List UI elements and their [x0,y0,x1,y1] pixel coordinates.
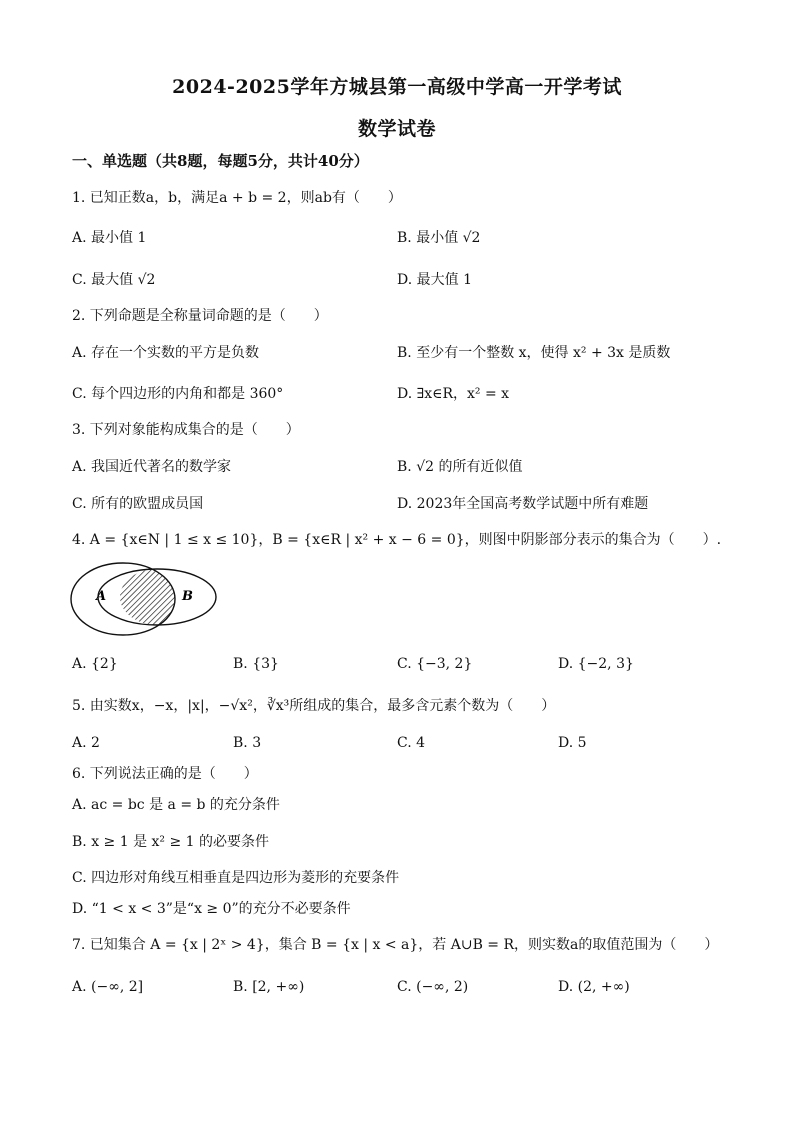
q6-option-a: A. ac = bc 是 a = b 的充分条件 [72,797,280,813]
question-5-stem: 5. 由实数x，−x，|x|，−√x²，∛x³所组成的集合，最多含元素个数为（ ） [72,698,556,714]
q7-option-c: C. (−∞, 2) [397,979,469,995]
q4-option-a: A. {2} [72,656,118,672]
question-2-stem: 2. 下列命题是全称量词命题的是（ ） [72,308,328,324]
q3-option-c: C. 所有的欧盟成员国 [72,496,204,512]
question-4-stem: 4. A = {x∈N | 1 ≤ x ≤ 10}，B = {x∈R | x² + x − 6 = 0}，则图中阴影部分表示的集合为（ ）. [72,532,722,548]
exam-title: 2024-2025学年方城县第一高级中学高一开学考试 [172,76,622,98]
q4-option-b: B. {3} [233,656,279,672]
q5-option-c: C. 4 [397,735,426,751]
q2-option-b: B. 至少有一个整数 x，使得 x² + 3x 是质数 [397,345,671,361]
venn-diagram [68,562,228,642]
q6-option-b: B. x ≥ 1 是 x² ≥ 1 的必要条件 [72,834,270,850]
q3-option-d: D. 2023年全国高考数学试题中所有难题 [397,496,649,512]
q5-option-d: D. 5 [558,735,587,751]
q5-option-b: B. 3 [233,735,262,751]
q3-option-b: B. √2 的所有近似值 [397,459,523,475]
q1-option-b: B. 最小值 √2 [397,230,481,246]
q7-option-a: A. (−∞, 2] [72,979,144,995]
q7-option-b: B. [2, +∞) [233,979,305,995]
q1-option-d: D. 最大值 1 [397,272,472,288]
q5-option-a: A. 2 [72,735,100,751]
exam-subtitle: 数学试卷 [357,118,436,140]
question-6-stem: 6. 下列说法正确的是（ ） [72,766,258,782]
q2-option-c: C. 每个四边形的内角和都是 360° [72,386,284,402]
q6-option-d: D. “1 < x < 3”是“x ≥ 0”的充分不必要条件 [72,901,351,917]
q3-option-a: A. 我国近代著名的数学家 [72,459,232,475]
question-3-stem: 3. 下列对象能构成集合的是（ ） [72,422,300,438]
q1-option-c: C. 最大值 √2 [72,272,156,288]
q4-option-c: C. {−3, 2} [397,656,473,672]
section-heading: 一、单选题（共8题，每题5分，共计40分） [72,152,369,170]
venn-label-a: A [96,589,107,604]
q7-option-d: D. (2, +∞) [558,979,630,995]
q2-option-d: D. ∃x∈R，x² = x [397,386,510,402]
q4-option-d: D. {−2, 3} [558,656,634,672]
q6-option-c: C. 四边形对角线互相垂直是四边形为菱形的充要条件 [72,870,400,886]
venn-label-b: B [182,589,193,604]
q1-option-a: A. 最小值 1 [72,230,147,246]
q2-option-a: A. 存在一个实数的平方是负数 [72,345,260,361]
question-1-stem: 1. 已知正数a，b，满足a + b = 2，则ab有（ ） [72,190,402,206]
question-7-stem: 7. 已知集合 A = {x | 2ˣ > 4}，集合 B = {x | x < a}，若 A∪B = R，则实数a的取值范围为（ ） [72,937,719,953]
